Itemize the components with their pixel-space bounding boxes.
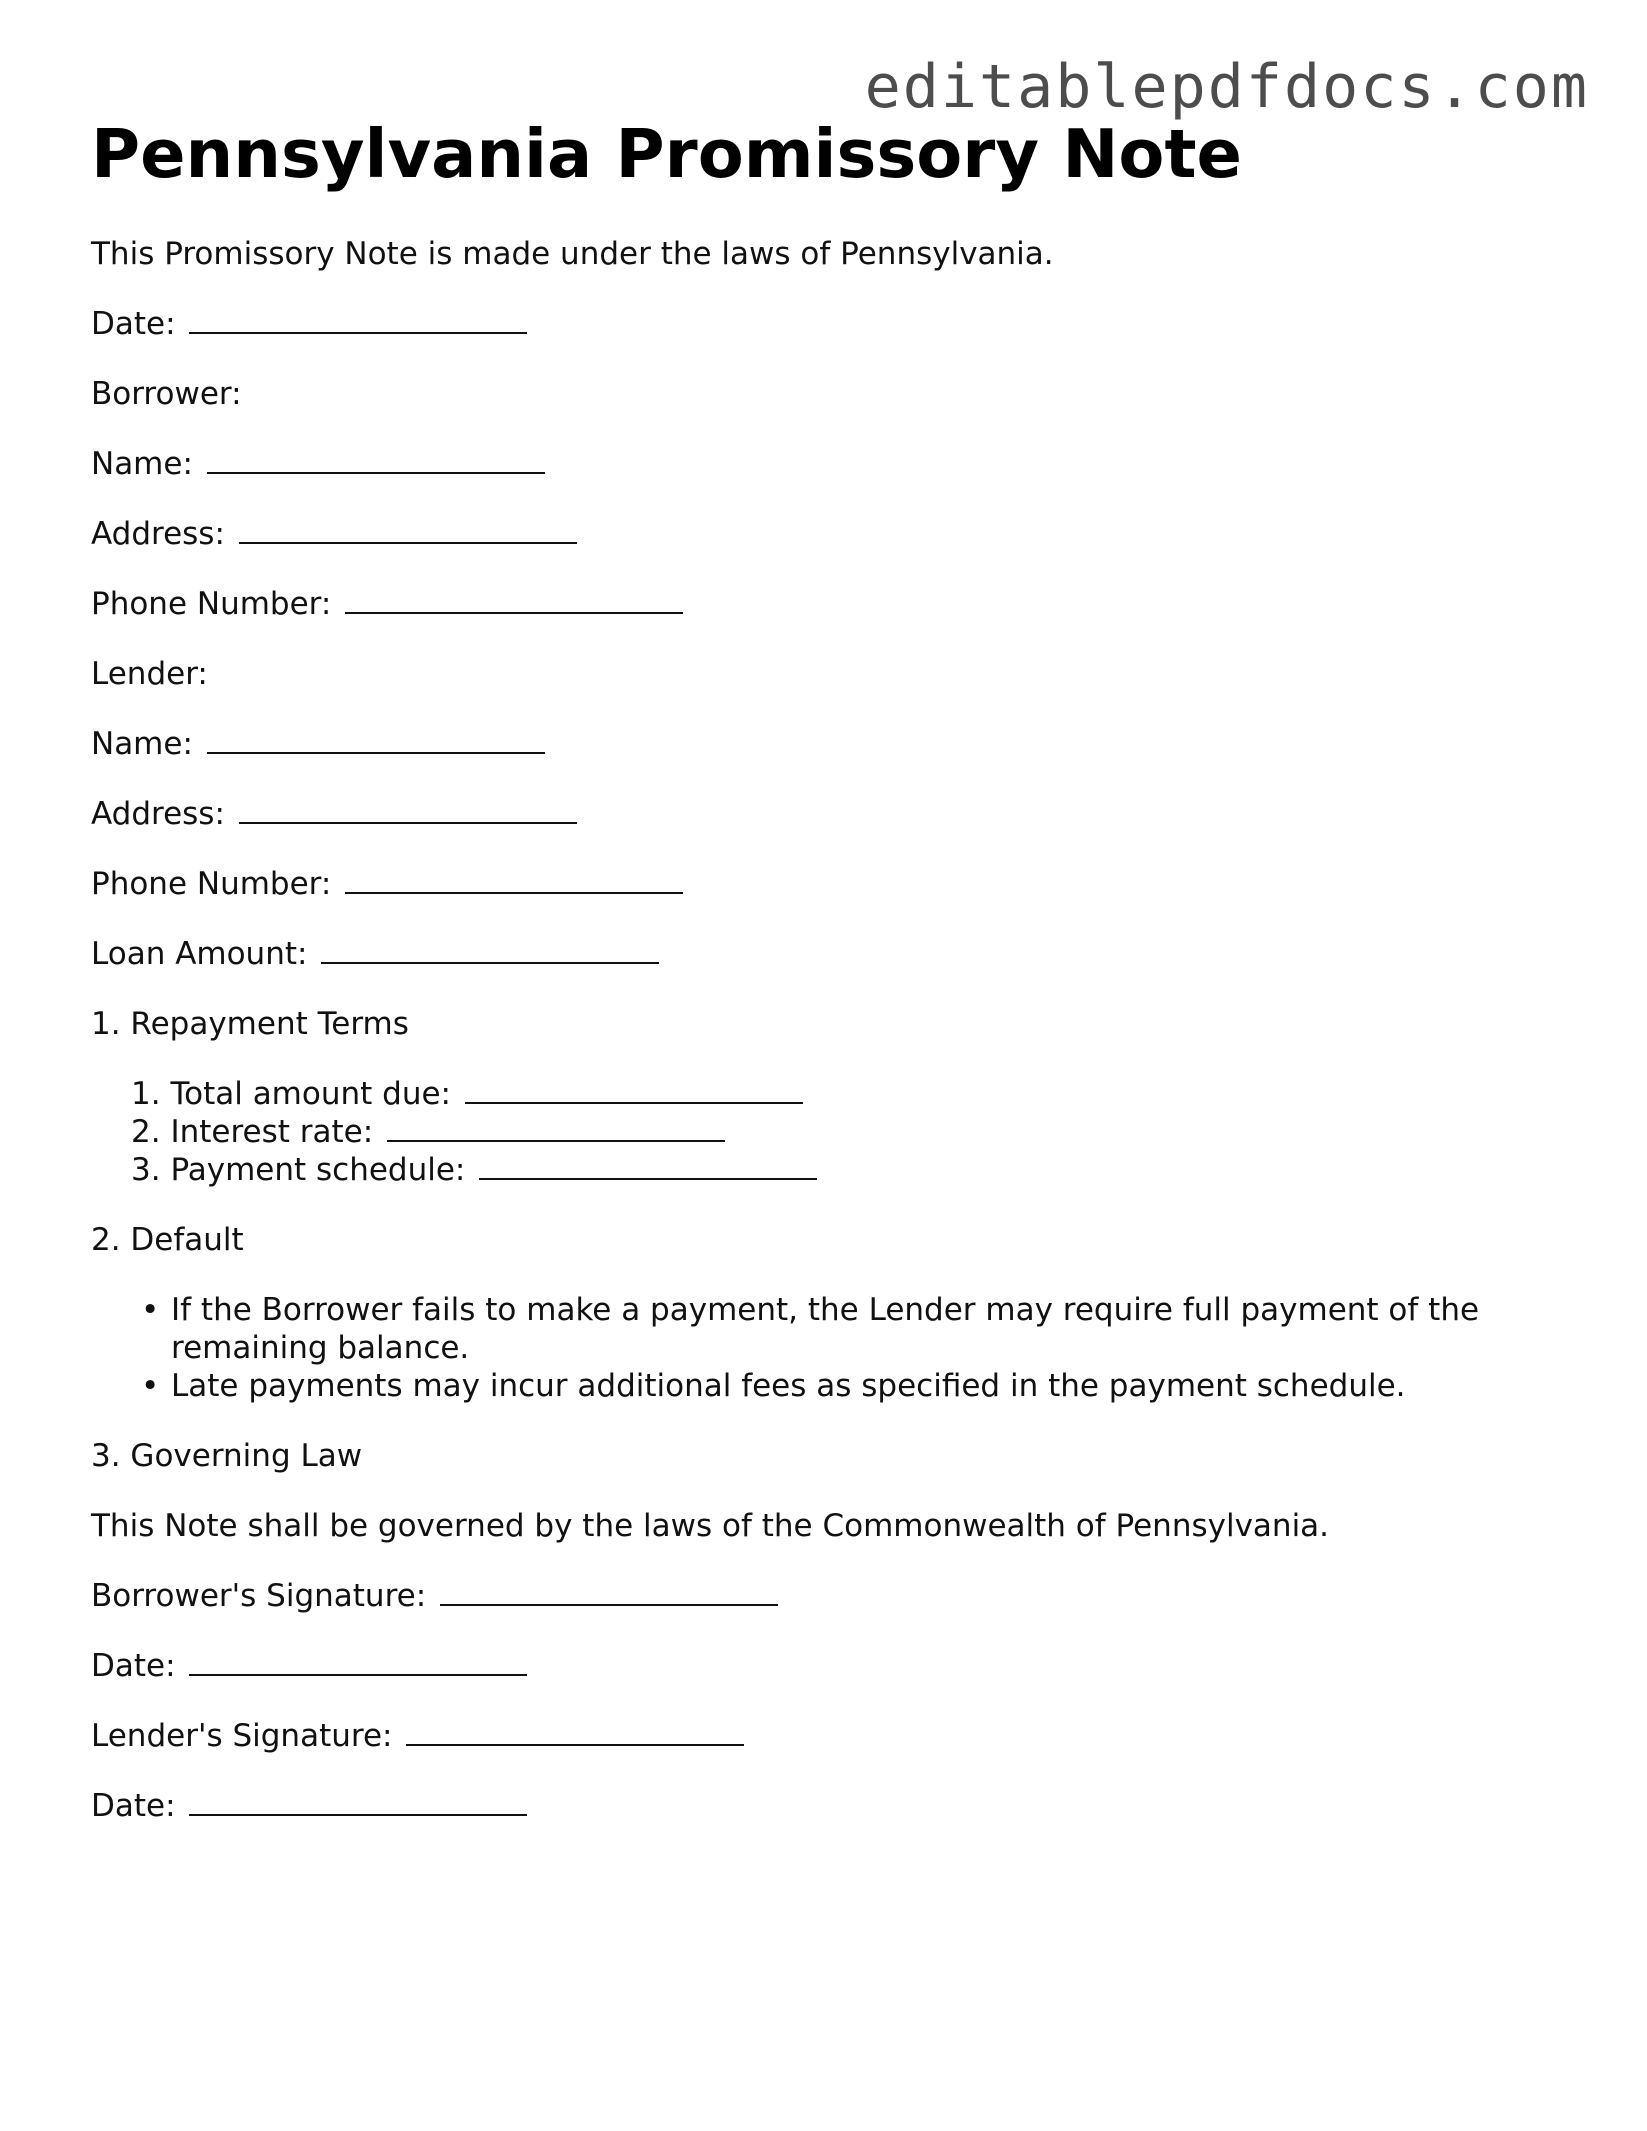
default-heading: 2. Default bbox=[91, 1222, 244, 1258]
watermark: editablepdfdocs.com bbox=[864, 52, 1589, 122]
borrower-phone-row bbox=[91, 585, 1571, 623]
borrower-phone-blank[interactable] bbox=[345, 590, 683, 614]
date-blank[interactable] bbox=[189, 310, 527, 334]
repayment-item-number: 3. bbox=[131, 1152, 161, 1188]
borrower-sign-date-label: Date: bbox=[91, 1648, 176, 1684]
lender-name-blank[interactable] bbox=[207, 730, 545, 754]
date-label: Date: bbox=[91, 306, 176, 342]
loan-amount-blank[interactable] bbox=[321, 940, 659, 964]
borrower-name-blank[interactable] bbox=[207, 450, 545, 474]
default-bullet-text: Late payments may incur additional fees as specified in the payment schedule. bbox=[171, 1368, 1406, 1404]
borrower-signature-row bbox=[91, 1577, 1571, 1615]
borrower-phone-label: Phone Number: bbox=[91, 586, 332, 622]
repayment-item-number: 2. bbox=[131, 1114, 161, 1150]
document-title: Pennsylvania Promissory Note bbox=[91, 115, 1242, 193]
lender-sign-date-blank[interactable] bbox=[189, 1792, 527, 1816]
payment-schedule-blank[interactable] bbox=[479, 1156, 817, 1180]
governing-law-text: This Note shall be governed by the laws of the Commonwealth of Pennsylvania. bbox=[91, 1508, 1330, 1544]
loan-amount-row bbox=[91, 935, 1571, 973]
lender-sign-date-label: Date: bbox=[91, 1788, 176, 1824]
borrower-signature-label: Borrower's Signature: bbox=[91, 1578, 427, 1614]
repayment-heading: 1. Repayment Terms bbox=[91, 1006, 409, 1042]
lender-signature-blank[interactable] bbox=[406, 1722, 744, 1746]
borrower-name-row bbox=[91, 445, 1571, 483]
bullet-icon: • bbox=[141, 1292, 160, 1328]
loan-amount-label: Loan Amount: bbox=[91, 936, 308, 972]
intro-text: This Promissory Note is made under the laws of Pennsylvania. bbox=[91, 236, 1054, 272]
document-page bbox=[91, 112, 1571, 1857]
date-field-row bbox=[91, 305, 1571, 343]
lender-phone-label: Phone Number: bbox=[91, 866, 332, 902]
interest-rate-blank[interactable] bbox=[387, 1118, 725, 1142]
lender-signature-row bbox=[91, 1717, 1571, 1755]
governing-law-heading: 3. Governing Law bbox=[91, 1438, 363, 1474]
repayment-item bbox=[131, 1151, 1571, 1189]
lender-signature-label: Lender's Signature: bbox=[91, 1718, 393, 1754]
borrower-signature-blank[interactable] bbox=[440, 1582, 778, 1606]
default-bullet-item bbox=[141, 1367, 1571, 1405]
lender-name-row bbox=[91, 725, 1571, 763]
repayment-item-label: Payment schedule: bbox=[170, 1152, 466, 1188]
lender-sign-date-row bbox=[91, 1787, 1571, 1825]
default-bullet-item bbox=[141, 1291, 1571, 1367]
repayment-item bbox=[131, 1075, 1571, 1113]
repayment-item-number: 1. bbox=[131, 1076, 161, 1112]
lender-phone-row bbox=[91, 865, 1571, 903]
repayment-item-label: Interest rate: bbox=[170, 1114, 374, 1150]
default-bullet-list bbox=[91, 1291, 1571, 1405]
borrower-sign-date-row bbox=[91, 1647, 1571, 1685]
bullet-icon: • bbox=[141, 1368, 160, 1404]
total-amount-blank[interactable] bbox=[465, 1080, 803, 1104]
lender-address-label: Address: bbox=[91, 796, 225, 832]
repayment-item bbox=[131, 1113, 1571, 1151]
lender-address-blank[interactable] bbox=[239, 800, 577, 824]
lender-address-row bbox=[91, 795, 1571, 833]
lender-phone-blank[interactable] bbox=[345, 870, 683, 894]
borrower-address-row bbox=[91, 515, 1571, 553]
borrower-address-label: Address: bbox=[91, 516, 225, 552]
lender-heading: Lender: bbox=[91, 656, 208, 692]
borrower-sign-date-blank[interactable] bbox=[189, 1652, 527, 1676]
borrower-address-blank[interactable] bbox=[239, 520, 577, 544]
borrower-name-label: Name: bbox=[91, 446, 193, 482]
repayment-list bbox=[91, 1075, 1571, 1189]
repayment-item-label: Total amount due: bbox=[170, 1076, 451, 1112]
default-bullet-text: If the Borrower fails to make a payment, the Lender may require full payment of the remaining balance. bbox=[171, 1292, 1480, 1366]
lender-name-label: Name: bbox=[91, 726, 193, 762]
borrower-heading: Borrower: bbox=[91, 376, 242, 412]
